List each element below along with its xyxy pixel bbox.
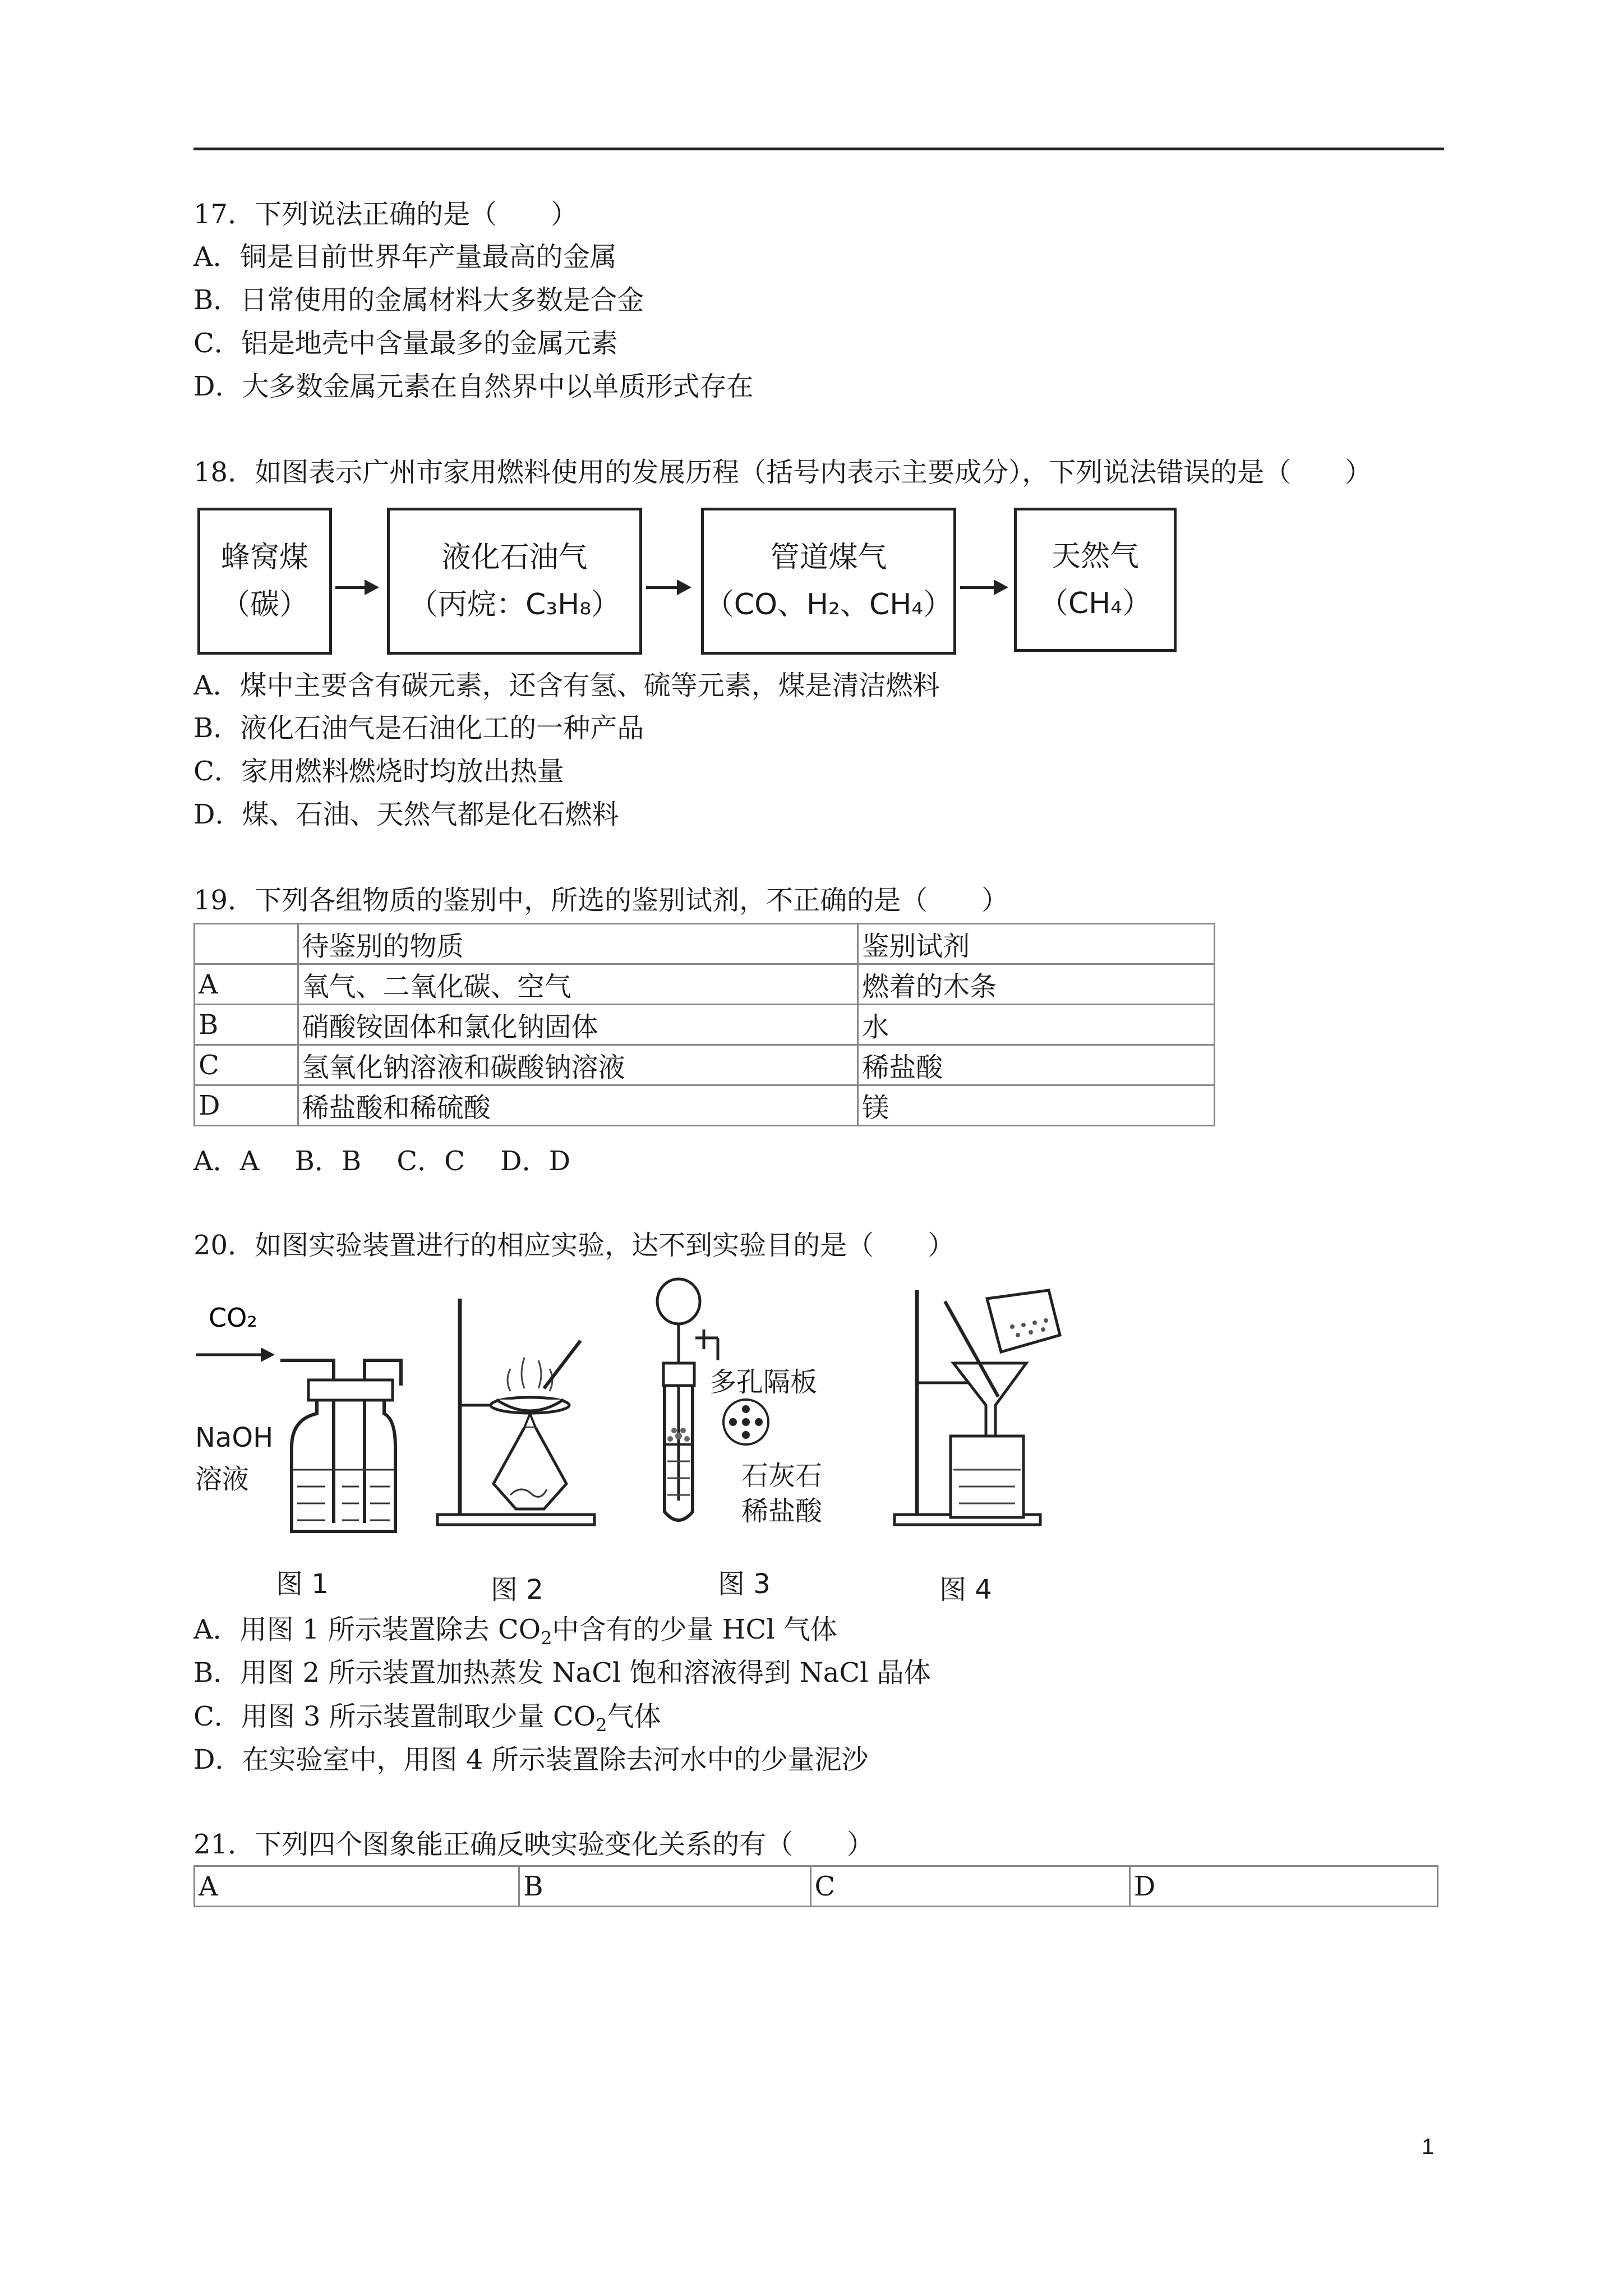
table-cell: D xyxy=(1129,1866,1437,1907)
option-text: A．用图 1 所示装置除去 CO xyxy=(193,1614,541,1645)
q20-option-a xyxy=(193,1613,837,1655)
option-text: B．用图 2 所示装置加热蒸发 NaCl 饱和溶液得到 NaCl 晶体 xyxy=(193,1657,931,1688)
subscript: 2 xyxy=(541,1627,552,1649)
q18-option-b: B．液化石油气是石油化工的一种产品 xyxy=(193,712,644,744)
option-text: 中含有的少量 HCl 气体 xyxy=(552,1614,837,1645)
figure-4-label: 图 4 xyxy=(939,1574,992,1605)
q21-stem: 21．下列四个图象能正确反映实验变化关系的有（ ） xyxy=(193,1829,874,1860)
option-text: C．用图 3 所示装置制取少量 CO xyxy=(193,1701,596,1732)
table-row xyxy=(195,1045,1215,1085)
flow-arrow xyxy=(335,586,376,589)
subscript: 2 xyxy=(596,1714,607,1736)
table-cell: 待鉴别的物质 xyxy=(298,924,858,964)
table-cell: 稀盐酸 xyxy=(858,1045,1215,1085)
table-cell: 水 xyxy=(858,1005,1215,1045)
flow-name: 天然气 xyxy=(1051,539,1139,573)
q19-stem: 19．下列各组物质的鉴别中，所选的鉴别试剂，不正确的是（ ） xyxy=(193,885,1009,916)
table-cell: A xyxy=(195,1866,519,1907)
flow-name: 液化石油气 xyxy=(441,541,588,574)
table-cell: C xyxy=(195,1045,298,1085)
figure-2-label: 图 2 xyxy=(491,1574,543,1605)
table-row xyxy=(195,1866,1438,1907)
figure-2-evaporation xyxy=(432,1293,600,1529)
q17-stem: 17．下列说法正确的是（ ） xyxy=(193,199,578,230)
q17-option-b: B．日常使用的金属材料大多数是合金 xyxy=(193,284,644,316)
co2-label: CO₂ xyxy=(209,1303,257,1333)
figure-1-wash-bottle xyxy=(196,1301,409,1537)
q18-option-d: D．煤、石油、天然气都是化石燃料 xyxy=(193,799,619,830)
naoh-label: NaOH xyxy=(195,1422,274,1453)
figure-4-filtration xyxy=(886,1285,1099,1531)
porous-plate-icon xyxy=(721,1397,771,1447)
flow-arrow xyxy=(960,586,1005,589)
table-cell: 燃着的木条 xyxy=(858,964,1215,1005)
q17-option-d: D．大多数金属元素在自然界中以单质形式存在 xyxy=(193,371,754,402)
table-cell: A xyxy=(195,964,298,1005)
flow-name: 蜂窝煤 xyxy=(220,541,308,574)
flow-box-lpg xyxy=(387,508,642,655)
table-row xyxy=(195,1005,1215,1045)
table-header-row xyxy=(195,924,1215,964)
option-text: 气体 xyxy=(607,1701,661,1732)
table-cell xyxy=(195,924,298,964)
table-cell: 氢氧化钠溶液和碳酸钠溶液 xyxy=(298,1045,858,1085)
q18-option-c: C．家用燃料燃烧时均放出热量 xyxy=(193,756,564,787)
table-cell: D xyxy=(195,1085,298,1126)
flow-component: （丙烷：C₃H₈） xyxy=(408,588,621,622)
table-cell: 氧气、二氧化碳、空气 xyxy=(298,964,858,1005)
table-cell: C xyxy=(810,1866,1129,1907)
table-row xyxy=(195,1085,1215,1126)
header-rule xyxy=(193,148,1444,150)
table-cell: B xyxy=(195,1005,298,1045)
hydrochloric-acid-label: 稀盐酸 xyxy=(741,1496,823,1527)
q20-option-b xyxy=(193,1656,931,1690)
q20-stem: 20．如图实验装置进行的相应实验，达不到实验目的是（ ） xyxy=(193,1230,955,1261)
table-cell: B xyxy=(519,1866,810,1907)
flow-component: （碳） xyxy=(220,588,308,622)
limestone-label: 石灰石 xyxy=(741,1460,823,1492)
porous-plate-label: 多孔隔板 xyxy=(709,1366,818,1398)
q20-option-d xyxy=(193,1743,869,1777)
table-cell: 稀盐酸和稀硫酸 xyxy=(298,1085,858,1126)
page-number: 1 xyxy=(1422,2134,1435,2159)
q17-option-c: C．铝是地壳中含量最多的金属元素 xyxy=(193,328,618,359)
table-cell: 硝酸铵固体和氯化钠固体 xyxy=(298,1005,858,1045)
flow-arrow xyxy=(646,586,688,589)
flow-box-natural-gas xyxy=(1014,508,1177,652)
figure-3-label: 图 3 xyxy=(718,1568,771,1600)
table-cell: 鉴别试剂 xyxy=(858,924,1215,964)
q19-answer-options: A．A B．B C．C D．D xyxy=(193,1145,571,1177)
flow-box-town-gas xyxy=(701,508,956,655)
q20-option-c xyxy=(193,1700,661,1742)
flow-component: （CO、H₂、CH₄） xyxy=(704,588,953,622)
option-text: D．在实验室中，用图 4 所示装置除去河水中的少量泥沙 xyxy=(193,1744,869,1775)
flow-component: （CH₄） xyxy=(1039,586,1152,620)
q19-table xyxy=(193,923,1215,1126)
table-row xyxy=(195,964,1215,1005)
table-cell: 镁 xyxy=(858,1085,1215,1126)
q18-stem: 18．如图表示广州市家用燃料使用的发展历程（括号内表示主要成分），下列说法错误的是（ ） xyxy=(193,457,1372,488)
q21-table xyxy=(193,1865,1438,1907)
flow-name: 管道煤气 xyxy=(770,541,887,574)
q17-option-a: A．铜是目前世界年产量最高的金属 xyxy=(193,241,617,273)
q18-option-a: A．煤中主要含有碳元素，还含有氢、硫等元素，煤是清洁燃料 xyxy=(193,670,940,701)
figure-1-label: 图 1 xyxy=(276,1568,329,1600)
solution-label: 溶液 xyxy=(195,1464,250,1495)
flow-box-coal xyxy=(197,508,332,655)
